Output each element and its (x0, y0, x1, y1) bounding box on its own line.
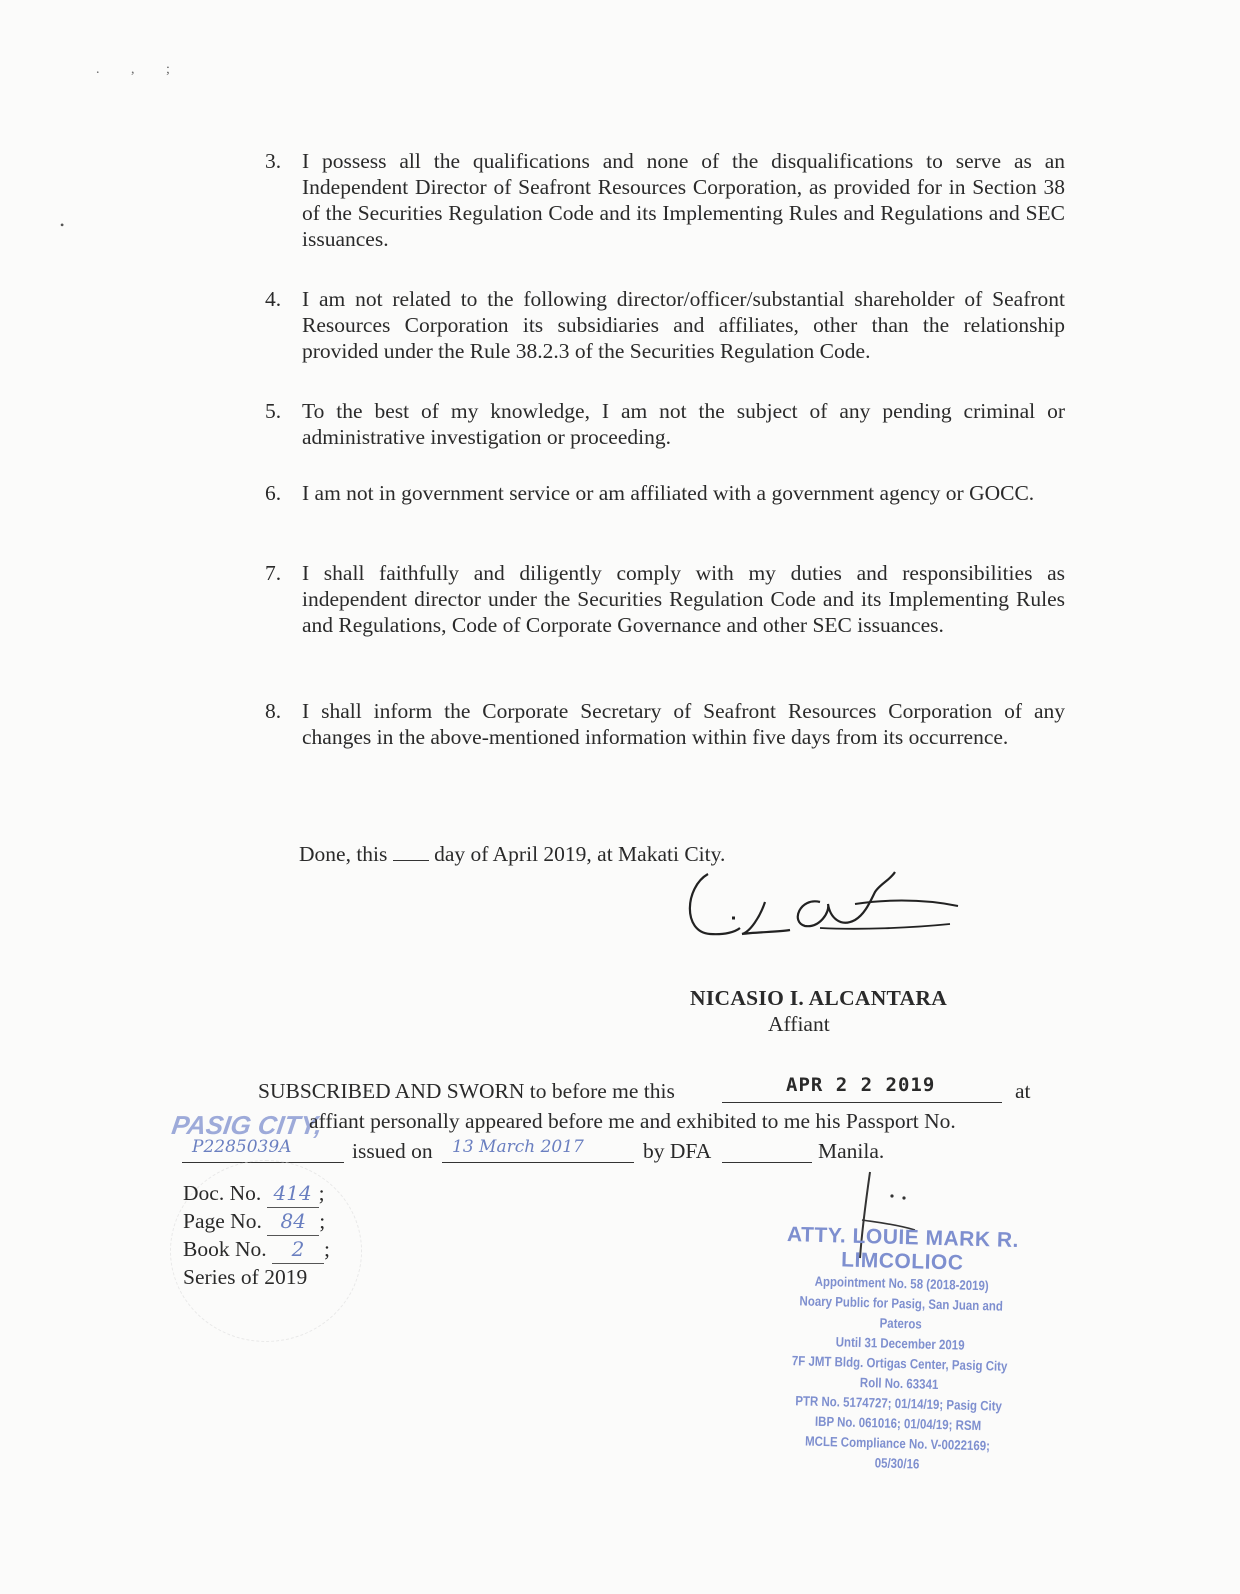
doc-row: Doc. No. 414 ; (183, 1180, 330, 1208)
issued-label: issued on (352, 1139, 433, 1163)
series-label: Series of 2019 (183, 1265, 308, 1289)
done-line (299, 842, 725, 867)
affiant-signature (680, 862, 980, 962)
item-text: I am not related to the following director/officer/substantial shareholder of Seafront Resources Corporation its subsidiaries and affiliates, other than the relationship provided under the Rule 38.2.3 of the Securities Regulation Code. (302, 287, 1065, 363)
item-text: I shall inform the Corporate Secretary of Seafront Resources Corporation of any changes in the above-mentioned information within five days from its occurrence. (302, 699, 1065, 749)
issue-place: Manila. (818, 1139, 885, 1163)
notary-line: PTR No. 5174727; 01/14/19; Pasig City (795, 1393, 1003, 1414)
jurat-line-1 (182, 1076, 1042, 1106)
item-number: 3. (265, 149, 282, 173)
notary-line: IBP No. 061016; 01/04/19; RSM (814, 1413, 982, 1434)
item-7 (265, 560, 1065, 638)
jurat-line-2 (169, 1106, 1042, 1140)
notary-line: Noary Public for Pasig, San Juan and Pateros (799, 1293, 1004, 1332)
notary-line: 7F JMT Bldg. Ortigas Center, Pasig City (791, 1353, 1008, 1374)
notary-line: Until 31 December 2019 (835, 1334, 965, 1353)
series-row (183, 1264, 330, 1291)
notary-name: ATTY. LOUIE MARK R. LIMCOLIOC (786, 1223, 1020, 1275)
notary-line: Roll No. 63341 (859, 1374, 939, 1393)
item-5 (265, 398, 1065, 450)
jurat-text-2: affiant personally appeared before me and exhibited to me his Passport No. (309, 1109, 956, 1133)
doc-label: Doc. No. (183, 1181, 262, 1205)
doc-block (183, 1180, 330, 1291)
item-number: 5. (265, 399, 282, 423)
notary-stamp (767, 1223, 1033, 1478)
page-label: Page No. (183, 1209, 262, 1233)
passport-number: P2285039A (192, 1137, 292, 1157)
done-prefix: Done, this (299, 842, 388, 866)
item-text: I possess all the qualifications and none of the disqualifications to serve as an Independent Director of Seafront Resources Corporation, as provided for in Section 38 of the Securities Regulation Code and its Implementing Rules and Regulations and SEC issuances. (302, 149, 1065, 251)
book-row: Book No. 2 ; (183, 1236, 330, 1264)
item-number: 4. (265, 287, 282, 311)
day-blank (393, 842, 429, 861)
scan-speck: • (60, 218, 65, 232)
item-number: 6. (265, 481, 282, 505)
item-8 (265, 698, 1065, 750)
date-stamp: APR 2 2 2019 (786, 1074, 936, 1096)
city-stamp: PASIG CITY, (169, 1110, 325, 1140)
by-label: by DFA (643, 1139, 712, 1163)
issued-date: 13 March 2017 (452, 1137, 584, 1157)
done-suffix: day of April 2019, at Makati City. (434, 842, 726, 866)
affiant-name: NICASIO I. ALCANTARA (690, 986, 948, 1010)
jurat-at: at (1015, 1079, 1031, 1103)
item-text: To the best of my knowledge, I am not the subject of any pending criminal or administrative investigation or proceeding. (302, 399, 1065, 449)
page-row: Page No. 84 ; (183, 1208, 330, 1236)
scan-specks: . , ; (96, 62, 184, 77)
item-number: 8. (265, 699, 282, 723)
item-3 (265, 148, 1065, 252)
page-number: 84 (267, 1208, 319, 1236)
book-number: 2 (272, 1236, 324, 1264)
item-text: I am not in government service or am affiliated with a government agency or GOCC. (302, 481, 1035, 505)
jurat-text-1: SUBSCRIBED AND SWORN to before me this (258, 1079, 675, 1103)
notary-line: MCLE Compliance No. V-0022169; 05/30/16 (804, 1433, 991, 1472)
jurat-line-3 (182, 1136, 1042, 1166)
item-6 (265, 480, 1065, 506)
doc-number: 414 (267, 1180, 319, 1208)
item-number: 7. (265, 561, 282, 585)
item-4 (265, 286, 1065, 364)
notary-line: Appointment No. 58 (2018-2019) (814, 1273, 989, 1294)
book-label: Book No. (183, 1237, 267, 1261)
dfa-line (722, 1136, 812, 1163)
jurat-block (169, 1074, 1042, 1166)
affiant-role: Affiant (768, 1012, 830, 1036)
item-text: I shall faithfully and diligently comply with my duties and responsibilities as independent director under the Securities Regulation Code and its Implementing Rules and Regulations, Code of Corporate Governance and other SEC issuances. (302, 561, 1065, 637)
